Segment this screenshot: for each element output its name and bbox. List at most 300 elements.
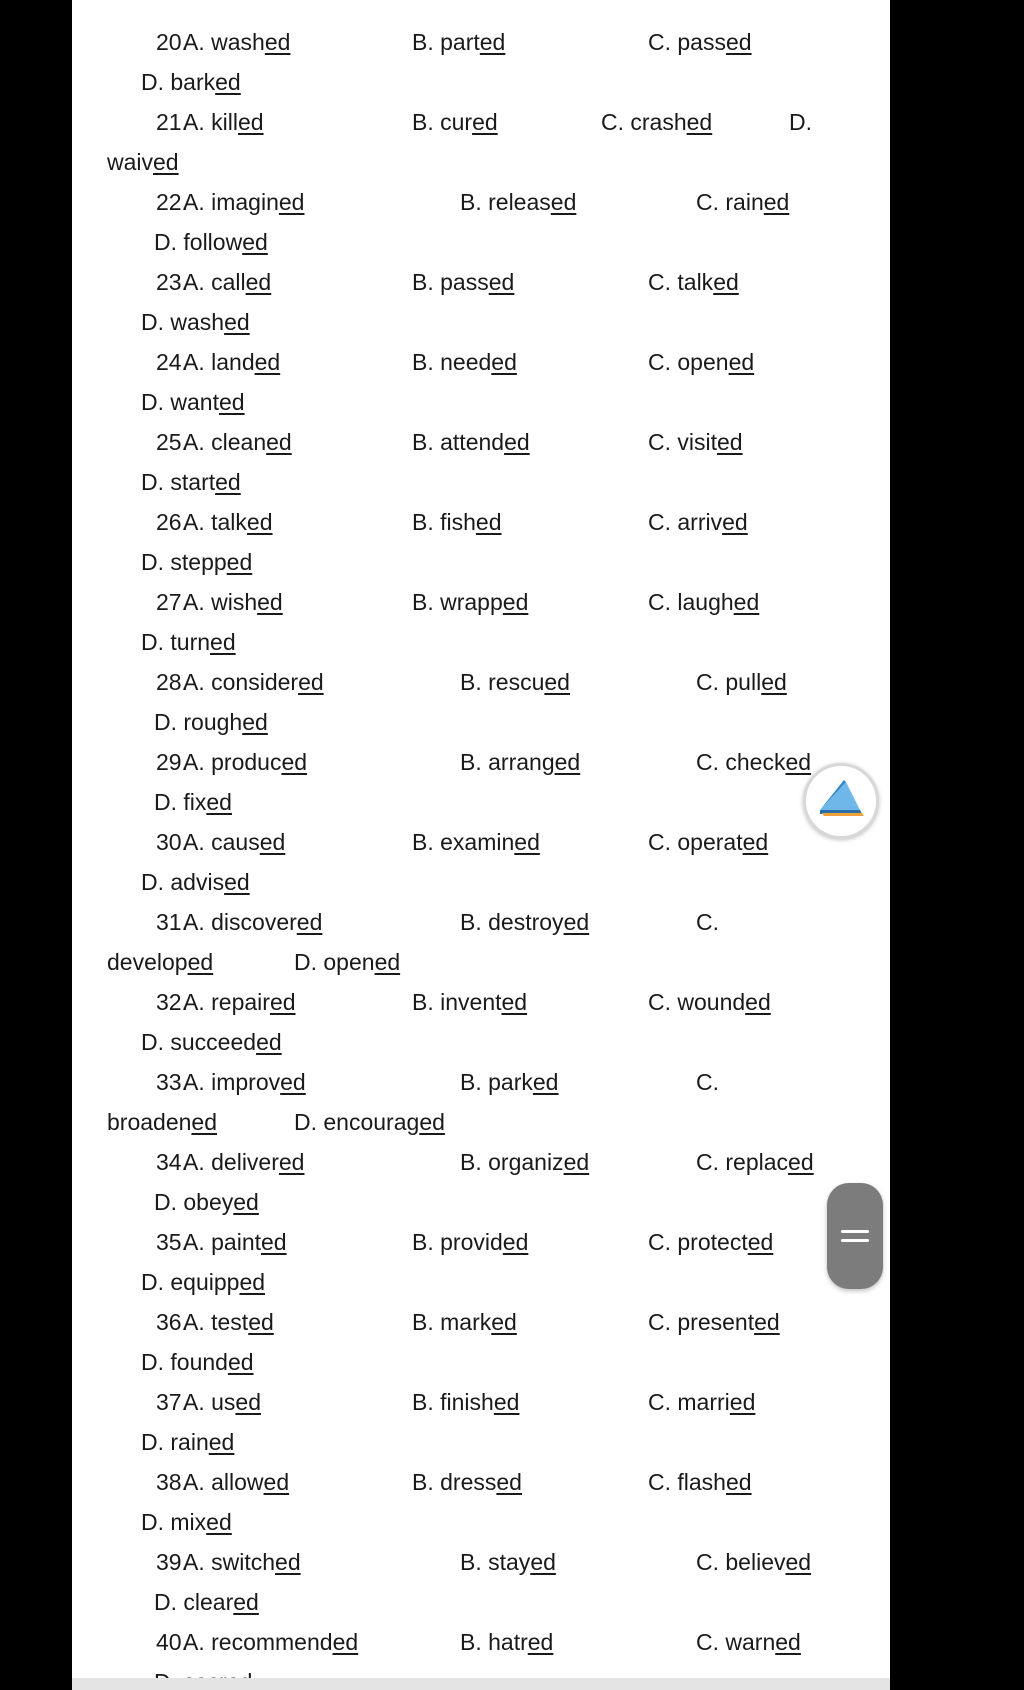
option-label: D. — [154, 1589, 184, 1615]
option-underlined-suffix: ed — [713, 269, 739, 295]
option-1 — [183, 1228, 287, 1256]
option-label: B. — [460, 1149, 489, 1175]
option-stem: mix — [170, 1509, 207, 1535]
option-label: A. — [183, 429, 212, 455]
option-label: D. — [154, 229, 184, 255]
option-1 — [183, 348, 280, 376]
option-label: C. — [648, 1309, 678, 1335]
option-stem: consider — [211, 669, 299, 695]
option-stem: releas — [488, 189, 551, 215]
option-underlined-suffix: ed — [239, 1269, 266, 1295]
option-label: D. — [141, 69, 171, 95]
option-stem: present — [677, 1309, 755, 1335]
option-2 — [460, 1548, 556, 1576]
question-number: 24. — [156, 349, 188, 375]
option-label: D. — [141, 1429, 171, 1455]
option-underlined-suffix: ed — [788, 1149, 814, 1175]
option-stem: open — [677, 349, 729, 375]
option-3 — [648, 348, 754, 376]
option-2 — [412, 828, 540, 856]
option-underlined-suffix: ed — [278, 1149, 305, 1175]
option-4 — [141, 1348, 254, 1376]
option-stem: broaden — [107, 1109, 192, 1135]
option-label: A. — [183, 1229, 212, 1255]
option-3 — [648, 588, 759, 616]
question-39 — [72, 1544, 890, 1624]
option-underlined-suffix: ed — [550, 189, 577, 215]
option-stem: allow — [211, 1469, 264, 1495]
option-label: B. — [460, 1549, 489, 1575]
option-underlined-suffix: ed — [502, 1229, 529, 1255]
option-stem: arrang — [488, 749, 555, 775]
option-label: A. — [183, 29, 212, 55]
option-stem: replac — [725, 1149, 789, 1175]
question-36 — [72, 1304, 890, 1384]
option-label: C. — [648, 269, 678, 295]
option-label: C. — [696, 1149, 726, 1175]
option-stem: wish — [211, 589, 258, 615]
option-label: A. — [183, 509, 212, 535]
option-stem: deliver — [211, 1149, 279, 1175]
option-underlined-suffix: ed — [754, 1309, 780, 1335]
option-4 — [107, 1108, 217, 1136]
option-label: C. — [648, 1469, 678, 1495]
option-underlined-suffix: ed — [224, 309, 250, 335]
question-number: 29. — [156, 749, 188, 775]
option-3 — [648, 508, 748, 536]
option-underlined-suffix: ed — [224, 869, 250, 895]
option-label: D. — [154, 789, 184, 815]
option-underlined-suffix: ed — [248, 1309, 274, 1335]
option-stem: clear — [183, 1589, 234, 1615]
option-underlined-suffix: ed — [218, 389, 245, 415]
option-stem: improv — [211, 1069, 281, 1095]
option-2 — [412, 1468, 522, 1496]
option-stem: open — [323, 949, 375, 975]
option-3 — [648, 988, 771, 1016]
option-underlined-suffix: ed — [419, 1109, 445, 1135]
option-3 — [696, 908, 719, 936]
option-stem: finish — [440, 1389, 494, 1415]
option-stem: provid — [440, 1229, 503, 1255]
option-underlined-suffix: ed — [530, 1549, 556, 1575]
option-label: A. — [183, 349, 212, 375]
option-stem: talk — [677, 269, 714, 295]
option-3 — [696, 1068, 719, 1096]
option-underlined-suffix: ed — [563, 909, 590, 935]
option-stem: cur — [440, 109, 473, 135]
question-number: 30. — [156, 829, 188, 855]
option-4 — [154, 1588, 259, 1616]
option-stem: produc — [211, 749, 282, 775]
option-2 — [412, 988, 527, 1016]
option-stem: test — [211, 1309, 249, 1335]
option-stem: encourag — [323, 1109, 420, 1135]
option-underlined-suffix: ed — [725, 1469, 752, 1495]
option-label: C. — [696, 1549, 726, 1575]
option-4 — [141, 1428, 234, 1456]
option-stem: waiv — [107, 149, 154, 175]
option-1 — [183, 748, 307, 776]
option-2 — [460, 748, 580, 776]
option-5 — [294, 1108, 445, 1136]
option-label: B. — [412, 269, 441, 295]
option-underlined-suffix: ed — [256, 1029, 282, 1055]
option-label: B. — [412, 349, 441, 375]
bottom-bar — [72, 1678, 890, 1690]
option-underlined-suffix: ed — [296, 909, 323, 935]
option-stem: flash — [677, 1469, 726, 1495]
option-label: C. — [696, 1069, 719, 1095]
option-label: B. — [412, 1389, 441, 1415]
option-stem: arriv — [677, 509, 723, 535]
option-underlined-suffix: ed — [775, 1629, 801, 1655]
option-underlined-suffix: ed — [275, 1549, 301, 1575]
option-underlined-suffix: ed — [227, 1349, 254, 1375]
option-4 — [141, 868, 250, 896]
option-3 — [648, 1228, 773, 1256]
option-label: A. — [183, 909, 212, 935]
option-label: A. — [183, 189, 212, 215]
option-stem: need — [440, 349, 492, 375]
option-1 — [183, 1388, 261, 1416]
question-29 — [72, 744, 890, 824]
option-label: B. — [460, 1069, 489, 1095]
question-20 — [72, 24, 890, 104]
option-3 — [601, 108, 712, 136]
option-underlined-suffix: ed — [527, 1629, 554, 1655]
option-underlined-suffix: ed — [237, 109, 264, 135]
option-2 — [460, 908, 589, 936]
option-label: B. — [412, 429, 441, 455]
option-label: A. — [183, 1549, 212, 1575]
option-label: C. — [648, 349, 678, 375]
question-number: 35. — [156, 1229, 188, 1255]
option-label: C. — [601, 109, 631, 135]
option-4 — [154, 1188, 259, 1216]
option-3 — [648, 1468, 752, 1496]
option-stem: rough — [183, 709, 243, 735]
option-4 — [141, 1268, 265, 1296]
question-number: 31. — [156, 909, 188, 935]
option-2 — [412, 108, 498, 136]
option-label: A. — [183, 829, 212, 855]
question-25 — [72, 424, 890, 504]
option-label: C. — [696, 669, 726, 695]
option-label: B. — [412, 589, 441, 615]
question-35 — [72, 1224, 890, 1304]
question-24 — [72, 344, 890, 424]
option-label: B. — [460, 669, 489, 695]
question-number: 36. — [156, 1309, 188, 1335]
option-underlined-suffix: ed — [785, 749, 812, 775]
option-label: B. — [460, 749, 489, 775]
option-stem: destroy — [488, 909, 564, 935]
option-stem: equipp — [170, 1269, 240, 1295]
option-label: B. — [412, 1229, 441, 1255]
option-label: D. — [789, 109, 812, 135]
option-underlined-suffix: ed — [263, 1469, 290, 1495]
option-underlined-suffix: ed — [491, 1309, 517, 1335]
option-underlined-suffix: ed — [191, 1109, 218, 1135]
option-2 — [412, 588, 528, 616]
option-1 — [183, 108, 264, 136]
option-label: A. — [183, 269, 212, 295]
option-stem: repair — [211, 989, 270, 1015]
option-underlined-suffix: ed — [504, 429, 530, 455]
question-23 — [72, 264, 890, 344]
option-2 — [412, 28, 505, 56]
question-number: 26. — [156, 509, 188, 535]
worksheet-page — [72, 0, 890, 1690]
option-label: D. — [141, 629, 171, 655]
option-underlined-suffix: ed — [374, 949, 401, 975]
question-27 — [72, 584, 890, 664]
option-underlined-suffix: ed — [242, 229, 268, 255]
option-2 — [460, 668, 570, 696]
option-label: B. — [412, 989, 441, 1015]
option-1 — [183, 668, 324, 696]
option-stem: dress — [440, 1469, 497, 1495]
option-label: C. — [648, 509, 678, 535]
option-1 — [183, 1068, 306, 1096]
option-3 — [648, 268, 739, 296]
option-2 — [412, 508, 502, 536]
option-label: A. — [183, 1309, 212, 1335]
option-stem: visit — [677, 429, 718, 455]
option-stem: recommend — [211, 1629, 333, 1655]
option-underlined-suffix: ed — [725, 29, 752, 55]
option-underlined-suffix: ed — [475, 509, 502, 535]
option-underlined-suffix: ed — [745, 989, 771, 1015]
option-underlined-suffix: ed — [728, 349, 755, 375]
option-3 — [696, 1628, 801, 1656]
option-underlined-suffix: ed — [233, 1189, 259, 1215]
option-stem: warn — [725, 1629, 776, 1655]
option-stem: pass — [440, 269, 489, 295]
option-label: A. — [183, 1389, 212, 1415]
option-underlined-suffix: ed — [502, 589, 529, 615]
option-label: A. — [183, 669, 212, 695]
option-stem: organiz — [488, 1149, 564, 1175]
option-stem: wash — [170, 309, 225, 335]
option-label: C. — [648, 429, 678, 455]
option-3 — [648, 1388, 755, 1416]
option-underlined-suffix: ed — [722, 509, 748, 535]
option-label: C. — [648, 1229, 678, 1255]
option-underlined-suffix: ed — [280, 1069, 306, 1095]
option-1 — [183, 828, 285, 856]
option-4 — [789, 108, 812, 136]
option-underlined-suffix: ed — [187, 949, 214, 975]
option-2 — [460, 1148, 589, 1176]
option-stem: stay — [488, 1549, 531, 1575]
option-1 — [183, 428, 292, 456]
option-underlined-suffix: ed — [226, 549, 253, 575]
option-underlined-suffix: ed — [532, 1069, 559, 1095]
reader-button[interactable] — [803, 763, 879, 839]
drag-handle[interactable] — [827, 1183, 883, 1289]
option-1 — [183, 588, 283, 616]
option-1 — [183, 1308, 274, 1336]
option-stem: hatr — [488, 1629, 528, 1655]
option-4 — [154, 788, 232, 816]
question-number: 38. — [156, 1469, 188, 1495]
option-label: D. — [154, 1189, 184, 1215]
question-21 — [72, 104, 890, 184]
option-label: A. — [183, 989, 212, 1015]
option-4 — [141, 1508, 232, 1536]
option-3 — [648, 1308, 780, 1336]
option-stem: pass — [677, 29, 726, 55]
option-underlined-suffix: ed — [554, 749, 581, 775]
option-label: C. — [696, 909, 719, 935]
option-underlined-suffix: ed — [479, 29, 506, 55]
option-1 — [183, 1148, 304, 1176]
option-4 — [154, 228, 268, 256]
option-2 — [460, 1068, 558, 1096]
option-underlined-suffix: ed — [686, 109, 713, 135]
option-stem: obey — [183, 1189, 234, 1215]
option-label: D. — [294, 949, 324, 975]
option-stem: rain — [725, 189, 764, 215]
option-4 — [141, 68, 241, 96]
option-underlined-suffix: ed — [729, 1389, 756, 1415]
option-stem: stepp — [170, 549, 227, 575]
option-label: C. — [696, 1629, 726, 1655]
option-2 — [412, 1388, 519, 1416]
option-label: C. — [696, 749, 726, 775]
option-2 — [412, 1228, 528, 1256]
option-underlined-suffix: ed — [246, 509, 273, 535]
question-number: 28. — [156, 669, 188, 695]
option-stem: mark — [440, 1309, 492, 1335]
option-1 — [183, 1548, 301, 1576]
option-stem: marri — [677, 1389, 730, 1415]
option-label: B. — [412, 509, 441, 535]
option-stem: bark — [170, 69, 216, 95]
option-label: B. — [412, 829, 441, 855]
option-stem: fish — [440, 509, 476, 535]
question-34 — [72, 1144, 890, 1224]
option-1 — [183, 908, 322, 936]
question-number: 21. — [156, 109, 188, 135]
option-underlined-suffix: ed — [153, 149, 179, 175]
option-4 — [141, 388, 245, 416]
option-3 — [648, 828, 768, 856]
option-1 — [183, 988, 296, 1016]
option-stem: develop — [107, 949, 188, 975]
option-label: C. — [648, 989, 678, 1015]
option-stem: invent — [440, 989, 502, 1015]
option-1 — [183, 1468, 289, 1496]
option-stem: talk — [211, 509, 247, 535]
option-stem: follow — [183, 229, 243, 255]
option-5 — [107, 148, 179, 176]
option-stem: discover — [211, 909, 297, 935]
option-2 — [412, 348, 517, 376]
option-label: D. — [154, 709, 184, 735]
option-2 — [412, 1308, 517, 1336]
option-underlined-suffix: ed — [733, 589, 760, 615]
option-label: D. — [141, 389, 171, 415]
option-label: D. — [141, 309, 171, 335]
option-label: D. — [141, 1349, 171, 1375]
option-underlined-suffix: ed — [233, 1589, 259, 1615]
option-4 — [141, 548, 252, 576]
question-number: 25. — [156, 429, 188, 455]
option-underlined-suffix: ed — [235, 1389, 262, 1415]
option-label: D. — [141, 1269, 171, 1295]
option-underlined-suffix: ed — [493, 1389, 520, 1415]
option-stem: found — [170, 1349, 228, 1375]
option-4 — [141, 308, 250, 336]
option-label: B. — [412, 1309, 441, 1335]
option-4 — [107, 948, 213, 976]
option-stem: laugh — [677, 589, 734, 615]
option-2 — [460, 1628, 553, 1656]
option-5 — [294, 948, 400, 976]
option-underlined-suffix: ed — [763, 189, 790, 215]
option-underlined-suffix: ed — [266, 429, 292, 455]
option-stem: start — [170, 469, 216, 495]
option-stem: attend — [440, 429, 505, 455]
option-stem: park — [488, 1069, 533, 1095]
option-1 — [183, 1628, 358, 1656]
option-label: D. — [141, 869, 171, 895]
option-underlined-suffix: ed — [215, 69, 241, 95]
option-underlined-suffix: ed — [761, 669, 787, 695]
option-1 — [183, 188, 304, 216]
option-label: C. — [648, 1389, 678, 1415]
option-stem: pull — [725, 669, 762, 695]
option-stem: kill — [211, 109, 238, 135]
option-stem: us — [211, 1389, 236, 1415]
option-underlined-suffix: ed — [269, 989, 296, 1015]
question-number: 33. — [156, 1069, 188, 1095]
option-label: C. — [696, 189, 726, 215]
option-label: A. — [183, 109, 212, 135]
option-stem: fix — [183, 789, 207, 815]
option-stem: paint — [211, 1229, 261, 1255]
question-28 — [72, 664, 890, 744]
option-stem: operat — [677, 829, 743, 855]
option-label: A. — [183, 1149, 212, 1175]
option-label: D. — [294, 1109, 324, 1135]
option-stem: protect — [677, 1229, 748, 1255]
option-stem: switch — [211, 1549, 276, 1575]
option-underlined-suffix: ed — [563, 1149, 590, 1175]
option-stem: wrapp — [440, 589, 503, 615]
option-underlined-suffix: ed — [245, 269, 272, 295]
question-number: 32. — [156, 989, 188, 1015]
option-3 — [696, 1548, 811, 1576]
option-stem: caus — [211, 829, 260, 855]
option-3 — [696, 188, 789, 216]
option-underlined-suffix: ed — [254, 349, 281, 375]
question-38 — [72, 1464, 890, 1544]
question-number: 20. — [156, 29, 188, 55]
option-underlined-suffix: ed — [215, 469, 241, 495]
option-underlined-suffix: ed — [210, 629, 236, 655]
option-label: A. — [183, 1469, 212, 1495]
question-number: 34. — [156, 1149, 188, 1175]
question-number: 27. — [156, 589, 188, 615]
option-label: A. — [183, 1069, 212, 1095]
option-underlined-suffix: ed — [742, 829, 769, 855]
option-underlined-suffix: ed — [472, 109, 498, 135]
option-2 — [412, 268, 514, 296]
